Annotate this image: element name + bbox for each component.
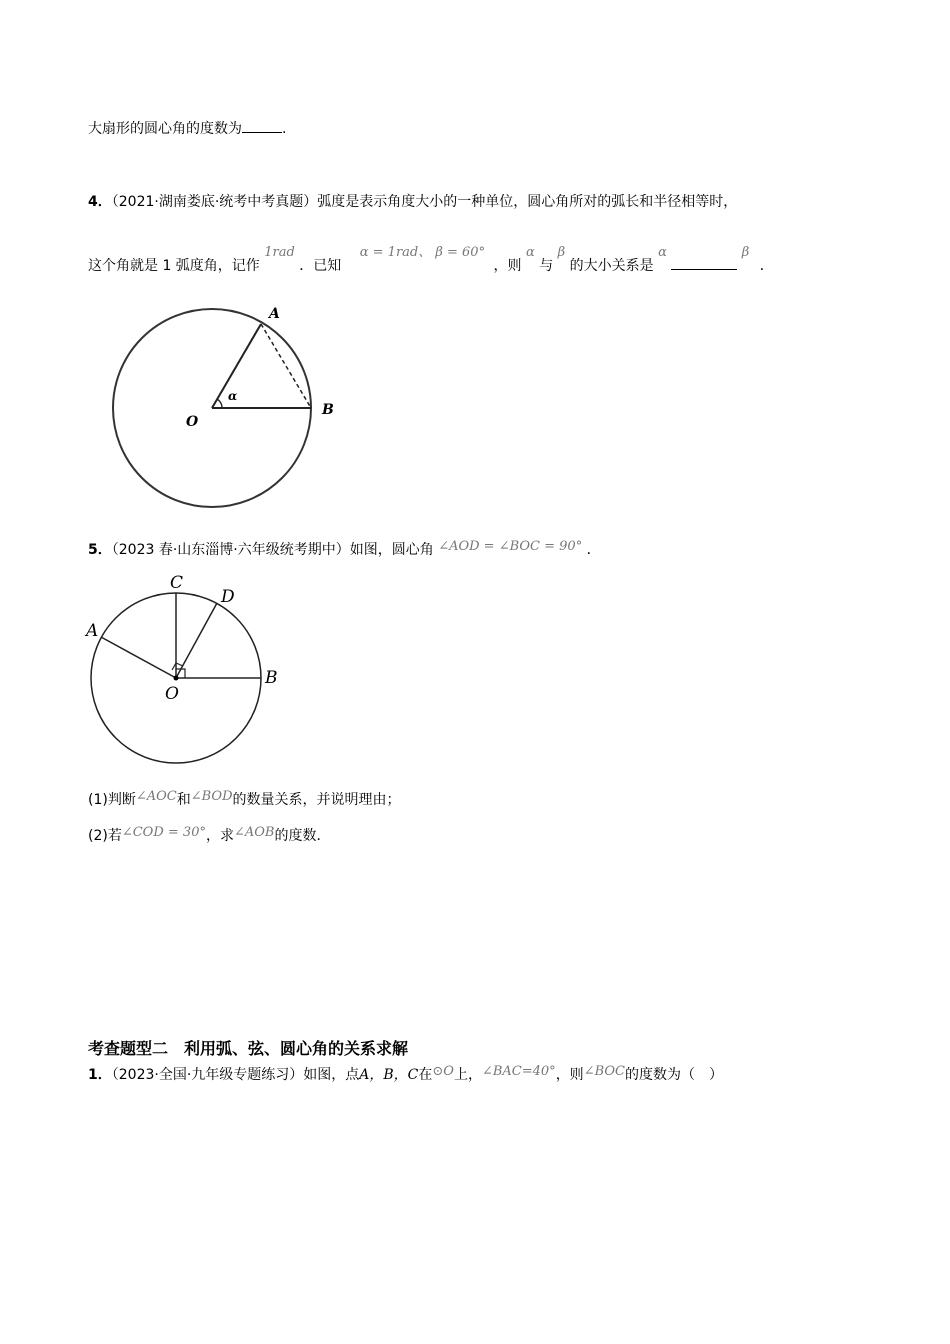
q4-text2b: ．已知 [299, 258, 342, 274]
q5-number: 5． [88, 542, 112, 558]
section-heading: 考查题型二 利用弧、弦、圆心角的关系求解 [88, 1039, 409, 1058]
q4-text2c: ，则 [493, 258, 522, 274]
q2-1-given: ∠BAC=40° [481, 1064, 556, 1079]
q4-angle-arc [217, 399, 222, 408]
q5-radius-od [176, 603, 217, 678]
q4-figure [100, 296, 350, 516]
q4-line1 [88, 192, 737, 212]
q2-1-t1: 如图，点 [303, 1067, 360, 1083]
q5-label-a: A [86, 621, 99, 641]
q4-text1: 弧度是表示角度大小的一种单位，圆心角所对的弧长和半径相等时， [317, 194, 738, 210]
q5-sub1-label: (1) [88, 792, 108, 808]
q4-label-b: B [322, 402, 334, 418]
q2-1-source: （2023·全国·九年级专题练习） [111, 1067, 304, 1083]
q5-sub2 [88, 826, 330, 847]
q2-1-number: 1． [88, 1067, 112, 1083]
q2-1-t3: 上， [453, 1067, 482, 1083]
q5-sub2-m2: ∠AOB [233, 825, 275, 840]
q5-text1: 如图，圆心角 [349, 542, 434, 558]
q5-radius-oa [101, 637, 176, 678]
q5-sub1-t2: 和 [176, 792, 191, 808]
q4-label-a: A [269, 306, 280, 322]
q5-sub2-label: (2) [88, 828, 108, 844]
q5-figure [80, 570, 300, 770]
q5-label-b: B [265, 668, 278, 688]
q4-number: 4． [88, 194, 112, 210]
q5-sub2-t1: 若 [107, 828, 122, 844]
q4-line2 [88, 245, 774, 277]
q2-1-t5: 的度数为（ ） [624, 1067, 723, 1083]
q4-given: α = 1rad、 β = 60° [359, 245, 486, 260]
q4-alpha-2: α [658, 245, 667, 260]
q2-1-t2: 在 [418, 1067, 433, 1083]
q5-line1 [88, 540, 601, 561]
q4-beta: β [557, 245, 566, 260]
q2-1-t4: ，则 [555, 1067, 584, 1083]
q5-end: ． [586, 542, 601, 558]
q5-sub2-t3: 的度数． [274, 828, 331, 844]
q5-sub2-m1: ∠COD = 30° [121, 825, 206, 840]
q4-text2e: 的大小关系是 [569, 258, 654, 274]
q2-1-points: A，B，C [359, 1067, 419, 1083]
q5-center-dot [174, 676, 179, 681]
q4-unit: 1rad [264, 245, 295, 260]
q4-label-alpha: α [228, 389, 238, 403]
q5-sub1-t3: 的数量关系，并说明理由； [232, 792, 401, 808]
q4-answer-blank [671, 255, 737, 270]
q5-sub1-m1: ∠AOC [135, 789, 177, 804]
q4-beta-2: β [741, 245, 750, 260]
q2-1-line [88, 1065, 723, 1086]
q4-end: ． [759, 258, 774, 274]
q5-sub1-m2: ∠BOD [190, 789, 233, 804]
q2-1-circle: ⊙O [432, 1064, 454, 1079]
q2-1-m: ∠BOC [583, 1064, 625, 1079]
q5-label-c: C [170, 573, 184, 593]
q4-source: （2021·湖南娄底·统考中考真题） [111, 194, 318, 210]
answer-blank [242, 118, 282, 133]
q4-chord-ab [261, 324, 311, 408]
q5-sub2-t2: ，求 [205, 828, 234, 844]
q5-sub1 [88, 790, 401, 811]
q5-sub1-t1: 判断 [107, 792, 136, 808]
prev-text: 大扇形的圆心角的度数为 [88, 121, 242, 137]
prev-question-tail [88, 118, 286, 139]
q5-label-o: O [165, 684, 179, 704]
q4-label-o: O [186, 414, 199, 430]
prev-end: . [282, 121, 287, 137]
q5-label-d: D [221, 587, 235, 607]
q4-text2d: 与 [539, 258, 554, 274]
q5-given: ∠AOD = ∠BOC = 90° [438, 539, 583, 554]
q5-source: （2023 春·山东淄博·六年级统考期中） [111, 542, 350, 558]
q4-alpha: α [525, 245, 535, 260]
q4-text2a: 这个角就是 1 弧度角，记作 [88, 258, 260, 274]
